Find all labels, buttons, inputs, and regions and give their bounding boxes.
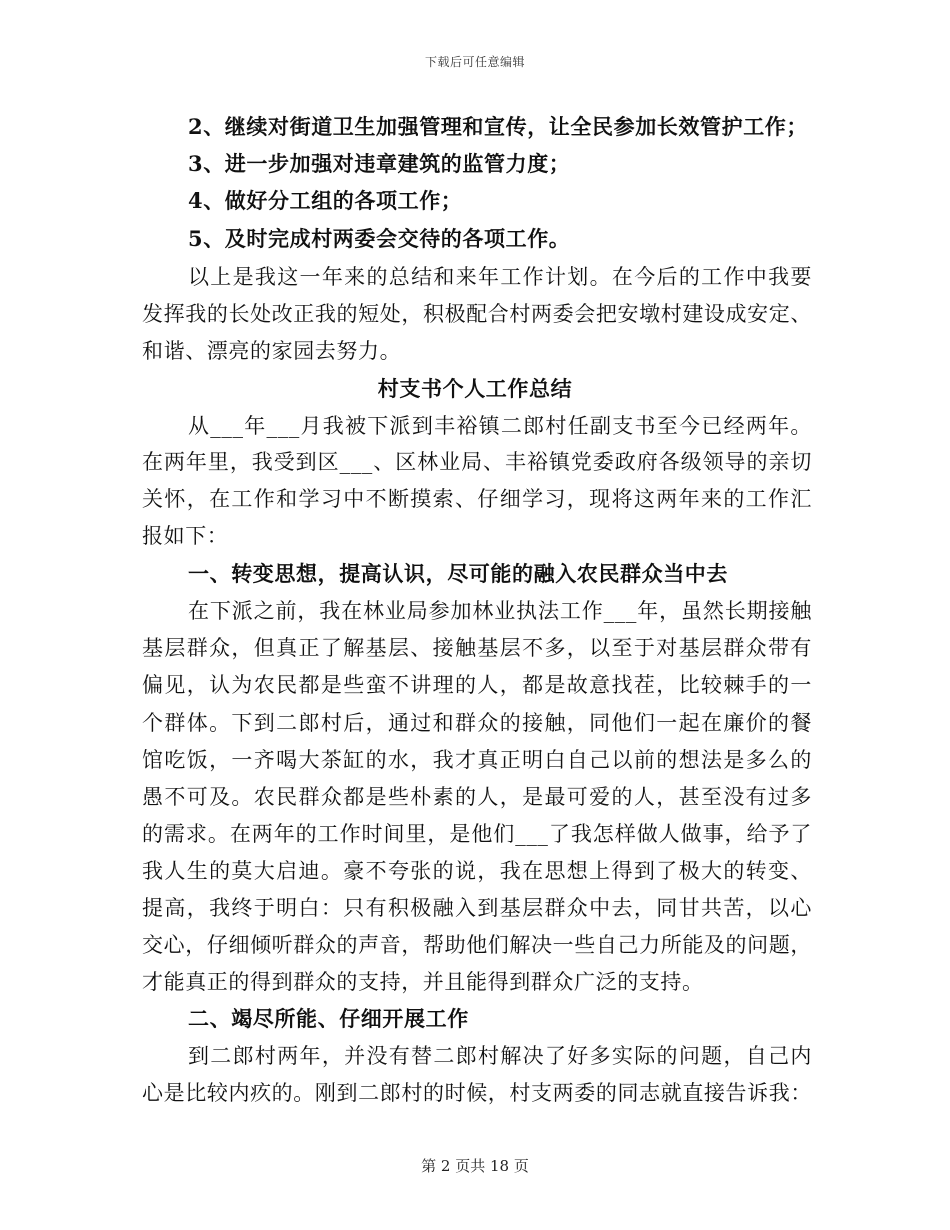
heading-two: 二、竭尽所能、仔细开展工作	[188, 1006, 469, 1031]
paragraph-line: 才能真正的得到群众的支持，并且能得到群众广泛的支持。	[142, 970, 704, 994]
list-item-2: 2、继续对街道卫生加强管理和宣传，让全民参加长效管护工作；	[188, 114, 809, 139]
paragraph-line: 到二郎村两年，并没有替二郎村解决了好多实际的问题，自己内	[188, 1044, 812, 1068]
paragraph-line: 在下派之前，我在林业局参加林业执法工作___年，虽然长期接触	[188, 599, 812, 623]
header-note: 下载后可任意编辑	[424, 55, 525, 69]
paragraph-line: 基层群众，但真正了解基层、接触基层不多，以至于对基层群众带有	[142, 636, 812, 660]
paragraph-line: 的需求。在两年的工作时间里，是他们___了我怎样做人做事，给予了	[142, 822, 812, 846]
section-title: 村支书个人工作总结	[377, 376, 573, 401]
paragraph-line: 我人生的莫大启迪。豪不夸张的说，我在思想上得到了极大的转变、	[142, 859, 812, 883]
paragraph-line: 交心，仔细倾听群众的声音，帮助他们解决一些自己力所能及的问题，	[142, 933, 812, 957]
list-item-3: 3、进一步加强对违章建筑的监管力度；	[188, 151, 571, 176]
page-number: 第 2 页共 18 页	[421, 1157, 529, 1175]
paragraph-line: 提高，我终于明白：只有积极融入到基层群众中去，同甘共苦，以心	[142, 896, 812, 920]
paragraph-line: 发挥我的长处改正我的短处，积极配合村两委会把安墩村建设成安定、	[142, 302, 812, 326]
list-item-4: 4、做好分工组的各项工作；	[188, 188, 463, 213]
paragraph-line: 个群体。下到二郎村后，通过和群众的接触，同他们一起在廉价的餐	[142, 711, 812, 735]
paragraph-line: 从___年___月我被下派到丰裕镇二郎村任副支书至今已经两年。	[188, 414, 812, 438]
paragraph-line: 偏见，认为农民都是些蛮不讲理的人，都是故意找茬，比较棘手的一	[142, 673, 812, 697]
list-item-5: 5、及时完成村两委会交待的各项工作。	[188, 226, 571, 251]
paragraph-line: 和谐、漂亮的家园去努力。	[142, 339, 402, 363]
paragraph-line: 心是比较内疚的。刚到二郎村的时候，村支两委的同志就直接告诉我：	[142, 1081, 812, 1105]
paragraph-line: 馆吃饭，一齐喝大茶缸的水，我才真正明白自己以前的想法是多么的	[142, 748, 812, 772]
paragraph-line: 在两年里，我受到区___、区林业局、丰裕镇党委政府各级领导的亲切	[142, 450, 812, 474]
paragraph-line: 报如下：	[142, 524, 229, 548]
paragraph-line: 以上是我这一年来的总结和来年工作计划。在今后的工作中我要	[188, 265, 812, 289]
heading-one: 一、转变思想，提高认识，尽可能的融入农民群众当中去	[188, 561, 728, 586]
paragraph-line: 愚不可及。农民群众都是些朴素的人，是最可爱的人，甚至没有过多	[142, 785, 812, 809]
paragraph-line: 关怀，在工作和学习中不断摸索、仔细学习，现将这两年来的工作汇	[142, 487, 812, 511]
